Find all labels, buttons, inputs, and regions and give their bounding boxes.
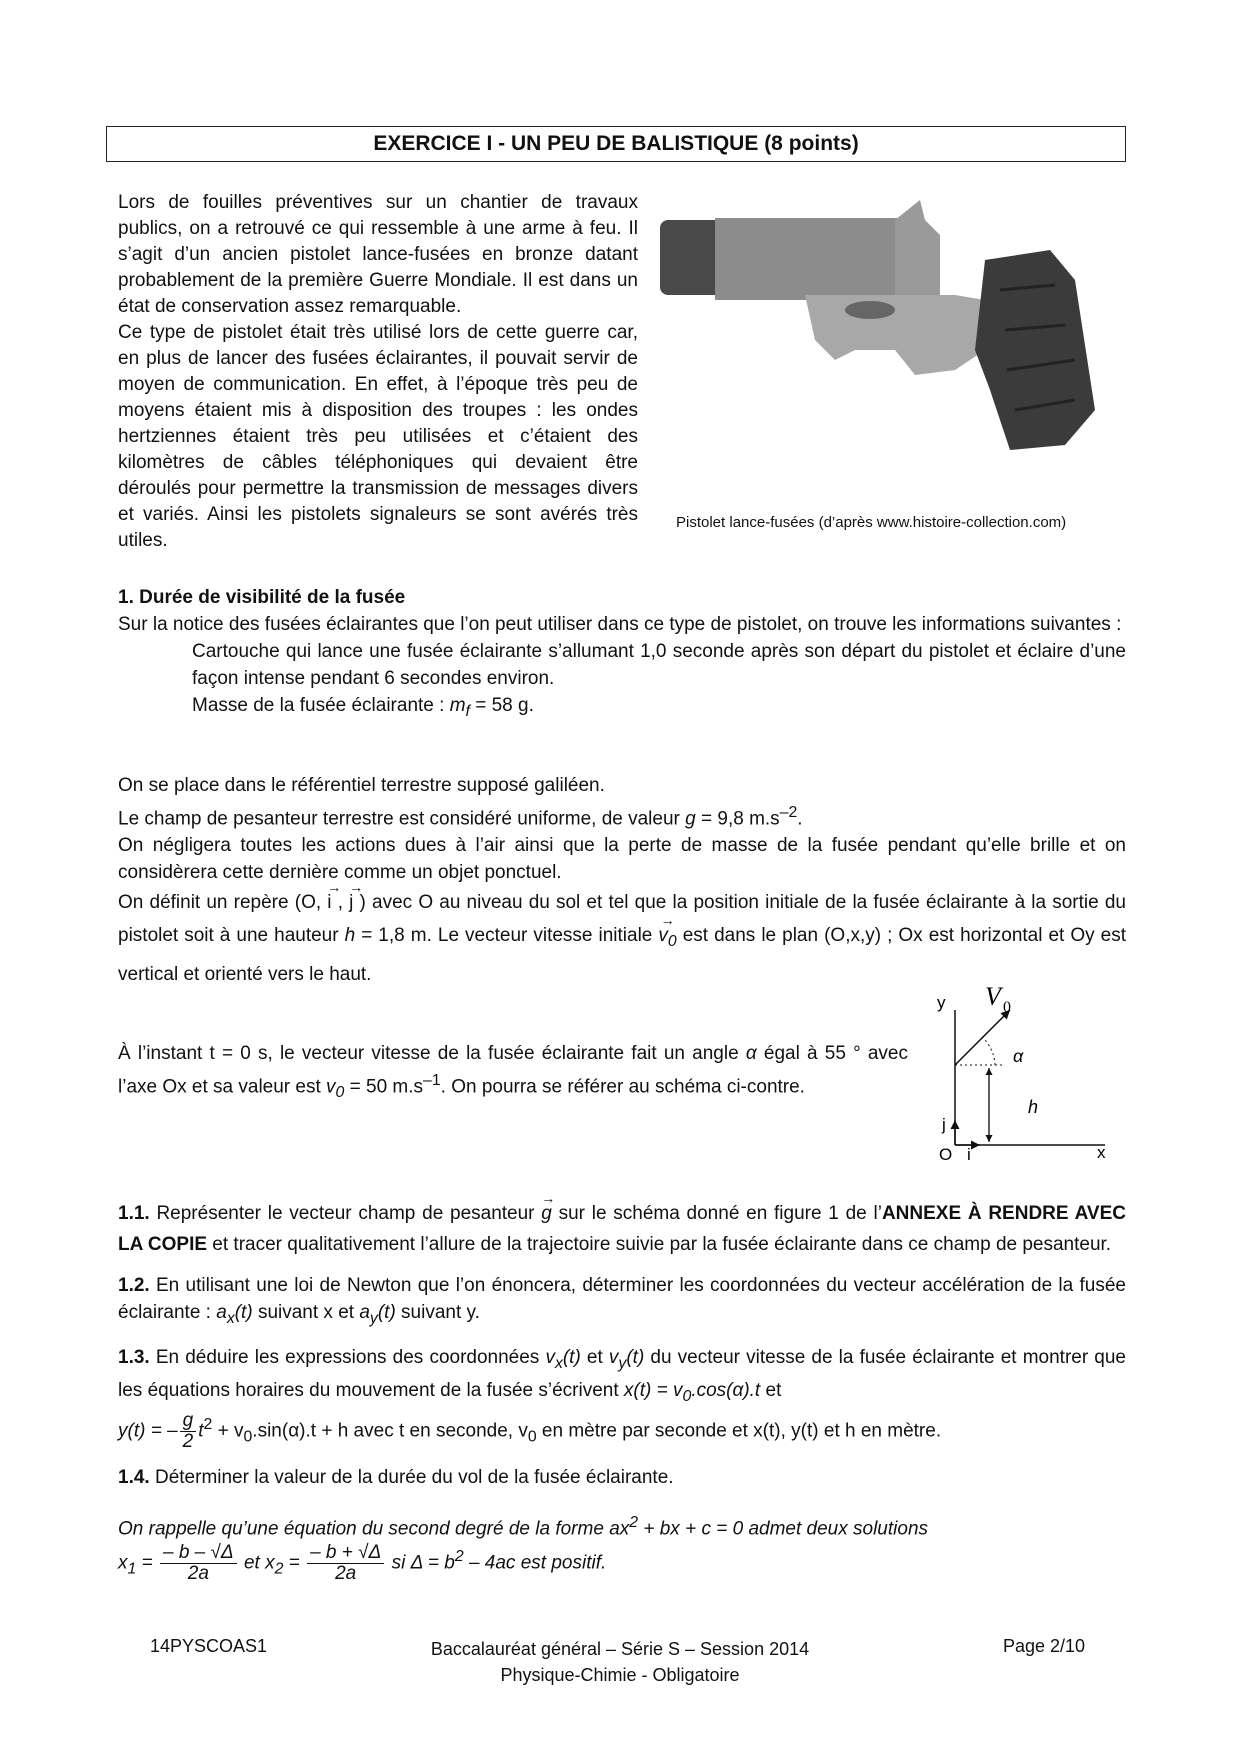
x-label: x	[1097, 1143, 1106, 1160]
question-1-1: 1.1. Représenter le vecteur champ de pesanteur → g sur le schéma donné en figure 1 de l’ANNEXE À RENDRE AVEC LA COPIE et tracer qualitativement l’allure de la trajectoire suivie par la fusée éclairante dans ce champ de pesanteur.	[118, 1198, 1126, 1260]
pistol-hammer	[895, 200, 940, 300]
question-1-4: 1.4. Déterminer la valeur de la durée du vol de la fusée éclairante.	[118, 1467, 674, 1489]
origin-label: O	[939, 1145, 953, 1160]
quadratic-solutions: $x_1$ = $\frac{- b - √\Delta}{2a}$ et $x_2$ = $\frac{- b + √\Delta}{2a}$ si $\Delta = b^2 - 4ac$ est positif.	[118, 1541, 607, 1584]
pistol-trigger	[845, 301, 895, 319]
v0-subscript: 0	[1003, 999, 1011, 1016]
footer-center	[380, 1636, 860, 1688]
section-1-hypotheses	[118, 772, 1126, 991]
h-label: h	[1028, 1097, 1039, 1117]
launch-schema-diagram	[935, 980, 1115, 1160]
footer-subject: Physique-Chimie - Obligatoire	[500, 1665, 740, 1685]
i-label: i	[967, 1145, 971, 1160]
pistol-frame	[805, 295, 985, 375]
questions	[118, 1198, 1126, 1584]
question-1-2: 1.2. En utilisant une loi de Newton que l’on énoncera, déterminer les coordonnées du vecteur accélération de la fusée éclairante : $a_x(t)$ suivant x et $a_y(t)$ suivant y.	[118, 1275, 1126, 1327]
intro-text	[118, 190, 638, 554]
x1-fraction: $\frac{- b - √\Delta}{2a}$	[160, 1543, 237, 1584]
notice-line: Sur la notice des fusées éclairantes que l’on peut utiliser dans ce type de pistolet, on trouve les informations suivantes :	[118, 614, 1122, 635]
intro-paragraph-2: Ce type de pistolet était très utilisé lors de cette guerre car, en plus de lancer des fusées éclairantes, il pouvait servir de moyen de communication. En effet, à l’époque très peu de moyens étaient mis à disposition des troupes : les ondes hertziennes étaient très peu utilisées et c’étaient des kilomètres de câbles téléphoniques qui devaient être déroulés pour permettre la transmission de messages divers et variés. Ainsi les pistolets signaleurs se sont avérés très utiles.	[118, 322, 638, 551]
x2-fraction: $\frac{- b + √\Delta}{2a}$	[307, 1543, 384, 1584]
gravity-line: Le champ de pesanteur terrestre est considéré uniforme, de valeur g = 9,8 $m.s^{-2}$.	[118, 804, 803, 830]
frame-definition: On définit un repère (O, → i , → j ) avec O au niveau du sol et tel que la position initiale de la fusée éclairante à la sortie du pistolet soit à une hauteur h = 1,8 m. Le vecteur vitesse initiale → $v_0$ est dans le plan (O,x,y) ; Ox est horizontal et Oy est vertical et orienté vers le haut.	[118, 886, 1126, 991]
alpha-arc	[982, 1037, 995, 1065]
footer-page-number: Page 2/10	[1003, 1636, 1086, 1656]
initial-conditions: À l’instant t = 0 s, le vecteur vitesse de la fusée éclairante fait un angle α égal à 55 ° avec l’axe Ox et sa valeur est $v_0 = 50$ $m.s^{-1}$. On pourra se référer au schéma ci-contre.	[118, 1043, 908, 1102]
pistol-grip	[975, 250, 1095, 450]
section-1-intro	[118, 584, 1126, 725]
flare-pistol-photo	[655, 200, 1120, 500]
notice-indent-2: Masse de la fusée éclairante : $m_f = 58$ g.	[192, 695, 534, 720]
section-heading: 1. Durée de visibilité de la fusée	[118, 587, 406, 608]
intro-paragraph-1: Lors de fouilles préventives sur un chantier de travaux publics, on a retrouvé ce qui ressemble à une arme à feu. Il s’agit d’un ancien pistolet lance-fusées en bronze datant probablement de la première Guerre Mondiale. Il est dans un état de conservation assez remarquable.	[118, 192, 638, 317]
g-over-2-fraction: $\frac{g}{2}$	[180, 1411, 197, 1452]
v-label: V	[985, 982, 1001, 1011]
quadratic-reminder: On rappelle qu’une équation du second degré de la forme $ax^2$ + bx + c = 0 admet deux solutions	[118, 1514, 929, 1540]
alpha-label: α	[1013, 1046, 1024, 1066]
question-1-3: 1.3. En déduire les expressions des coordonnées $v_x(t)$ et $v_y(t)$ du vecteur vitesse de la fusée éclairante et montrer que les équations horaires du mouvement de la fusée s’écrivent $x(t) = v_0.\cos(\alpha).t$ et	[118, 1346, 1126, 1405]
footer-exam: Baccalauréat général – Série S – Session 2014	[430, 1639, 810, 1659]
pistol-barrel	[715, 218, 905, 300]
referential-line: On se place dans le référentiel terrestre supposé galiléen.	[118, 775, 605, 796]
notice-indent-1: Cartouche qui lance une fusée éclairante s’allumant 1,0 seconde après son départ du pistolet et éclaire d’une façon intense pendant 6 secondes environ.	[192, 641, 1126, 689]
j-label: j	[942, 1115, 946, 1134]
neglect-line: On négligera toutes les actions dues à l’air ainsi que la perte de masse de la fusée pendant qu’elle brille et on considèrera cette dernière comme un objet ponctuel.	[118, 835, 1126, 884]
equation-y: y(t) = – $\frac{g}{2}$ $t^2 + v_0.\sin(\alpha).t + h$ avec t en seconde, $v_0$ en mètre par seconde et x(t), y(t) et h en mètre.	[118, 1410, 942, 1453]
footer-code: 14PYSCOAS1	[150, 1636, 268, 1656]
v0-vector: → $v_0$	[658, 919, 676, 958]
y-label: y	[937, 993, 946, 1012]
exercise-title: EXERCICE I - UN PEU DE BALISTIQUE (8 points)	[106, 126, 1126, 162]
photo-caption: Pistolet lance-fusées (d’après www.histoire-collection.com)	[676, 514, 1067, 531]
